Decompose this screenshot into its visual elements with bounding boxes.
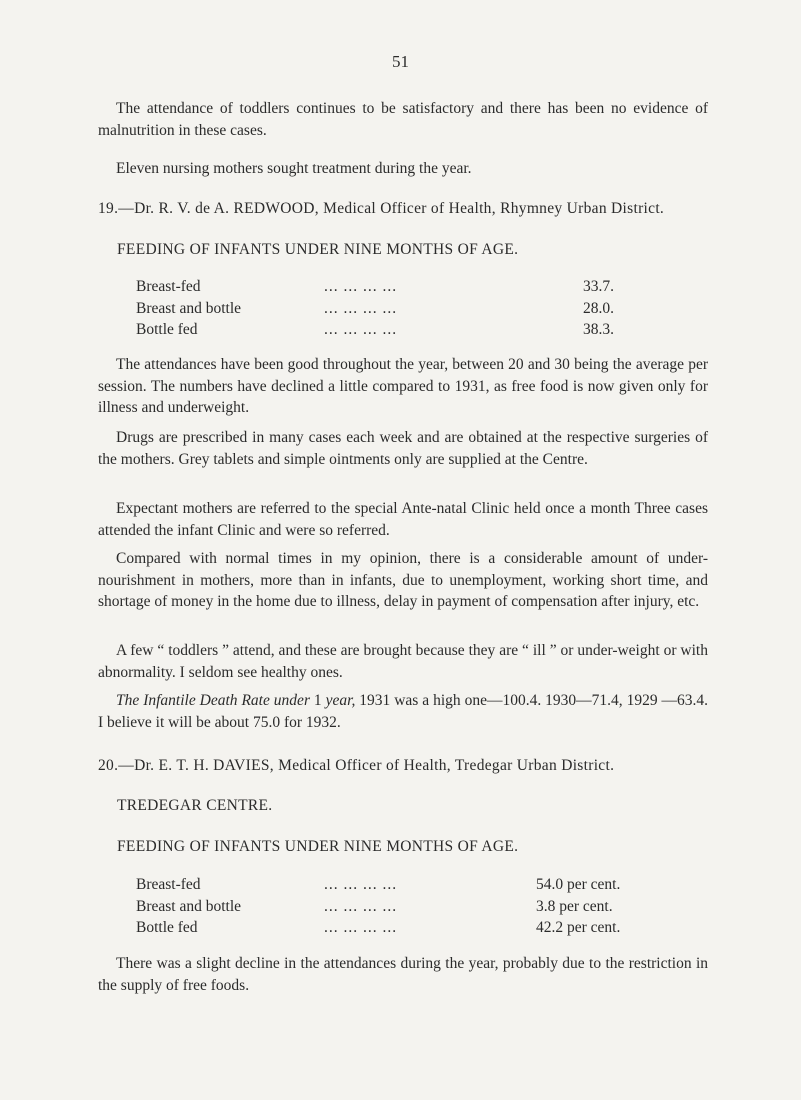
paragraph-infantile-death-rate [98, 690, 708, 733]
paragraph-slight-decline: There was a slight decline in the attendances during the year, probably due to the restriction in the supply of free foods. [98, 955, 708, 994]
table-row [136, 298, 626, 320]
paragraph-attendances: The attendances have been good throughout the year, between 20 and 30 being the average per session. The numbers have declined a little compared to 1931, as free food is now given only for illness and underweight. [98, 356, 708, 416]
leader-dots: ... ... ... ... [324, 278, 398, 295]
feeding-table-tredegar [136, 874, 676, 939]
feeding-infants-heading-2: FEEDING OF INFANTS UNDER NINE MONTHS OF AGE. [117, 838, 519, 855]
paragraph-nursing-mothers: Eleven nursing mothers sought treatment during the year. [116, 160, 472, 177]
section-19-heading: 19.—Dr. R. V. de A. REDWOOD, Medical Officer of Health, Rhymney Urban District. [98, 200, 665, 217]
italic-phrase: The Infantile Death Rate under [116, 692, 310, 709]
paragraph-under-nourishment: Compared with normal times in my opinion, there is a considerable amount of under-nourishment in mothers, more than in infants, due to unemployment, working short time, and shortage of money in the home due to illness, delay in payment of compensation after injury, etc. [98, 550, 708, 610]
paragraph-expectant-mothers: Expectant mothers are referred to the special Ante-natal Clinic held once a month Three cases attended the infant Clinic and were so referred. [98, 500, 708, 539]
row-value: 3.8 per cent. [536, 897, 613, 915]
table-row [136, 874, 676, 896]
leader-dots: ... ... ... ... [324, 876, 398, 893]
table-row [136, 917, 676, 939]
row-label: Bottle fed [136, 321, 198, 338]
row-value: 42.2 per cent. [536, 919, 621, 936]
row-value: 28.0. [583, 299, 614, 317]
table-row [136, 276, 626, 298]
leader-dots: ... ... ... ... [324, 919, 398, 936]
table-row [136, 319, 626, 341]
feeding-table-rhymney [136, 276, 626, 341]
leader-dots: ... ... ... ... [324, 299, 398, 317]
paragraph-drugs: Drugs are prescribed in many cases each week and are obtained at the respective surgeries of the mothers. Grey tablets and simple ointments only are supplied at the Centre. [98, 429, 708, 468]
paragraph-toddlers-attendance: The attendance of toddlers continues to be satisfactory and there has been no evidence of malnutrition in these cases. [98, 100, 708, 139]
feeding-infants-heading-1: FEEDING OF INFANTS UNDER NINE MONTHS OF AGE. [117, 241, 519, 258]
section-20-heading: 20.—Dr. E. T. H. DAVIES, Medical Officer of Health, Tredegar Urban District. [98, 757, 615, 774]
row-value: 54.0 per cent. [536, 876, 621, 893]
leader-dots: ... ... ... ... [324, 321, 398, 338]
row-label: Breast-fed [136, 278, 201, 295]
italic-word: year, [325, 692, 356, 709]
text-span: 1931 was a high one—100.4. 1930—71.4, 1929 —63.4. I believe it will be about 75.0 for 1932. [98, 692, 709, 731]
paragraph-toddlers-ill: A few “ toddlers ” attend, and these are brought because they are “ ill ” or under-weight or with abnormality. I seldom see healthy ones. [98, 642, 708, 681]
row-label: Bottle fed [136, 919, 198, 936]
row-label: Breast and bottle [136, 299, 242, 317]
text-span: 1 [309, 692, 326, 709]
page-number: 51 [392, 52, 409, 71]
table-row [136, 896, 676, 918]
row-value: 33.7. [583, 278, 614, 295]
row-label: Breast-fed [136, 876, 201, 893]
row-label: Breast and bottle [136, 897, 242, 915]
row-value: 38.3. [583, 321, 614, 338]
tredegar-centre-heading: TREDEGAR CENTRE. [117, 797, 273, 814]
leader-dots: ... ... ... ... [324, 897, 398, 915]
